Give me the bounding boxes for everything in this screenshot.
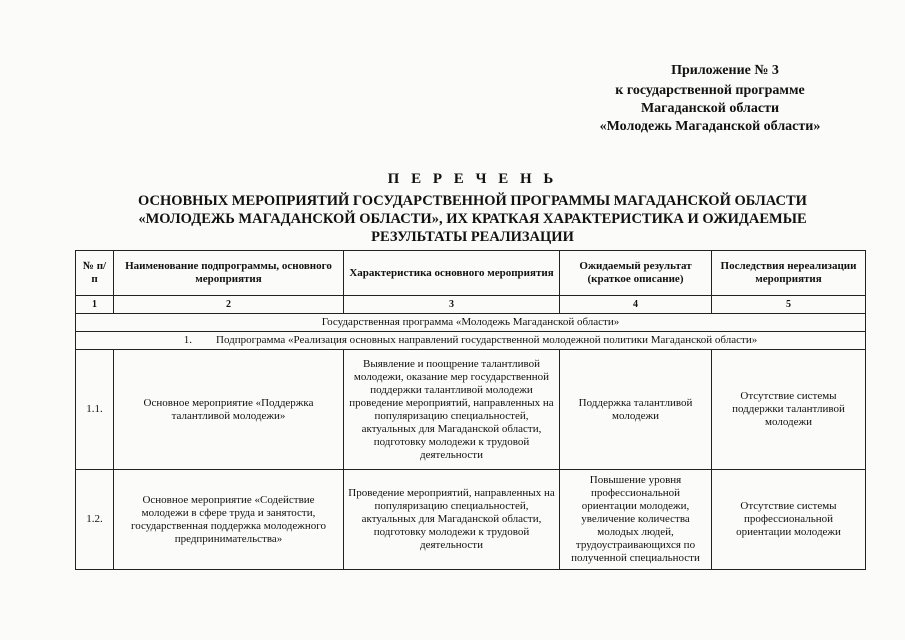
column-number: 4 — [560, 296, 712, 314]
subprogram-number: 1. — [183, 334, 193, 346]
column-number: 5 — [712, 296, 866, 314]
appendix-program-line: «Молодежь Магаданской области» — [599, 119, 821, 134]
heading-kicker: П Е Р Е Ч Е Н Ь — [387, 171, 558, 187]
row-consequence: Отсутствие системы поддержки талантливой молодежи — [712, 350, 866, 470]
column-number: 2 — [114, 296, 344, 314]
table-header-row — [76, 251, 866, 296]
header-result: Ожидаемый результат (краткое описание) — [560, 251, 712, 296]
program-row — [76, 314, 866, 332]
header-characteristic: Характеристика основного мероприятия — [344, 251, 560, 296]
row-characteristic: Выявление и поощрение талантливой молодежи, оказание мер государственной поддержки талантливой молодежи проведение мероприятий, направленных на популяризацию специальностей, актуальных для Магаданской области, подготовку молодежи к трудовой деятельности — [344, 350, 560, 470]
table-row — [76, 350, 866, 470]
row-consequence: Отсутствие системы профессиональной ориентации молодежи — [712, 470, 866, 570]
appendix-ref-line: к государственной программе — [615, 83, 805, 98]
measures-table — [75, 250, 866, 570]
row-name: Основное мероприятие «Содействие молодежи в сфере труда и занятости, государственная поддержка молодежного предпринимательства» — [114, 470, 344, 570]
column-number: 1 — [76, 296, 114, 314]
row-number: 1.1. — [76, 350, 114, 470]
heading-title: ОСНОВНЫХ МЕРОПРИЯТИЙ ГОСУДАРСТВЕННОЙ ПРОГРАММЫ МАГАДАНСКОЙ ОБЛАСТИ «МОЛОДЕЖЬ МАГАДАНСКОЙ ОБЛАСТИ», ИХ КРАТКАЯ ХАРАКТЕРИСТИКА И ОЖИДАЕМЫЕ РЕЗУЛЬТАТЫ РЕАЛИЗАЦИИ — [138, 193, 807, 245]
program-title: Государственная программа «Молодежь Магаданской области» — [76, 314, 866, 332]
header-consequence: Последствия нереализации мероприятия — [712, 251, 866, 296]
row-result: Поддержка талантливой молодежи — [560, 350, 712, 470]
appendix-region-line: Магаданской области — [640, 101, 780, 116]
appendix-number: Приложение № 3 — [671, 63, 779, 78]
header-name: Наименование подпрограммы, основного мероприятия — [114, 251, 344, 296]
row-name: Основное мероприятие «Поддержка талантливой молодежи» — [114, 350, 344, 470]
document-heading — [110, 171, 835, 246]
subprogram-row — [76, 332, 866, 350]
row-result: Повышение уровня профессиональной ориентации молодежи, увеличение количества молодых людей, трудоустраивающихся по полученной специальности — [560, 470, 712, 570]
column-number-row — [76, 296, 866, 314]
appendix-block — [560, 62, 860, 136]
subprogram-cell — [76, 332, 866, 350]
header-number: № п/п — [76, 251, 114, 296]
row-characteristic: Проведение мероприятий, направленных на популяризацию специальностей, актуальных для Магаданской области, подготовку молодежи к трудовой деятельности — [344, 470, 560, 570]
column-number: 3 — [344, 296, 560, 314]
row-number: 1.2. — [76, 470, 114, 570]
subprogram-title: Подпрограмма «Реализация основных направлений государственной молодежной политики Магаданской области» — [216, 334, 758, 346]
table-row — [76, 470, 866, 570]
